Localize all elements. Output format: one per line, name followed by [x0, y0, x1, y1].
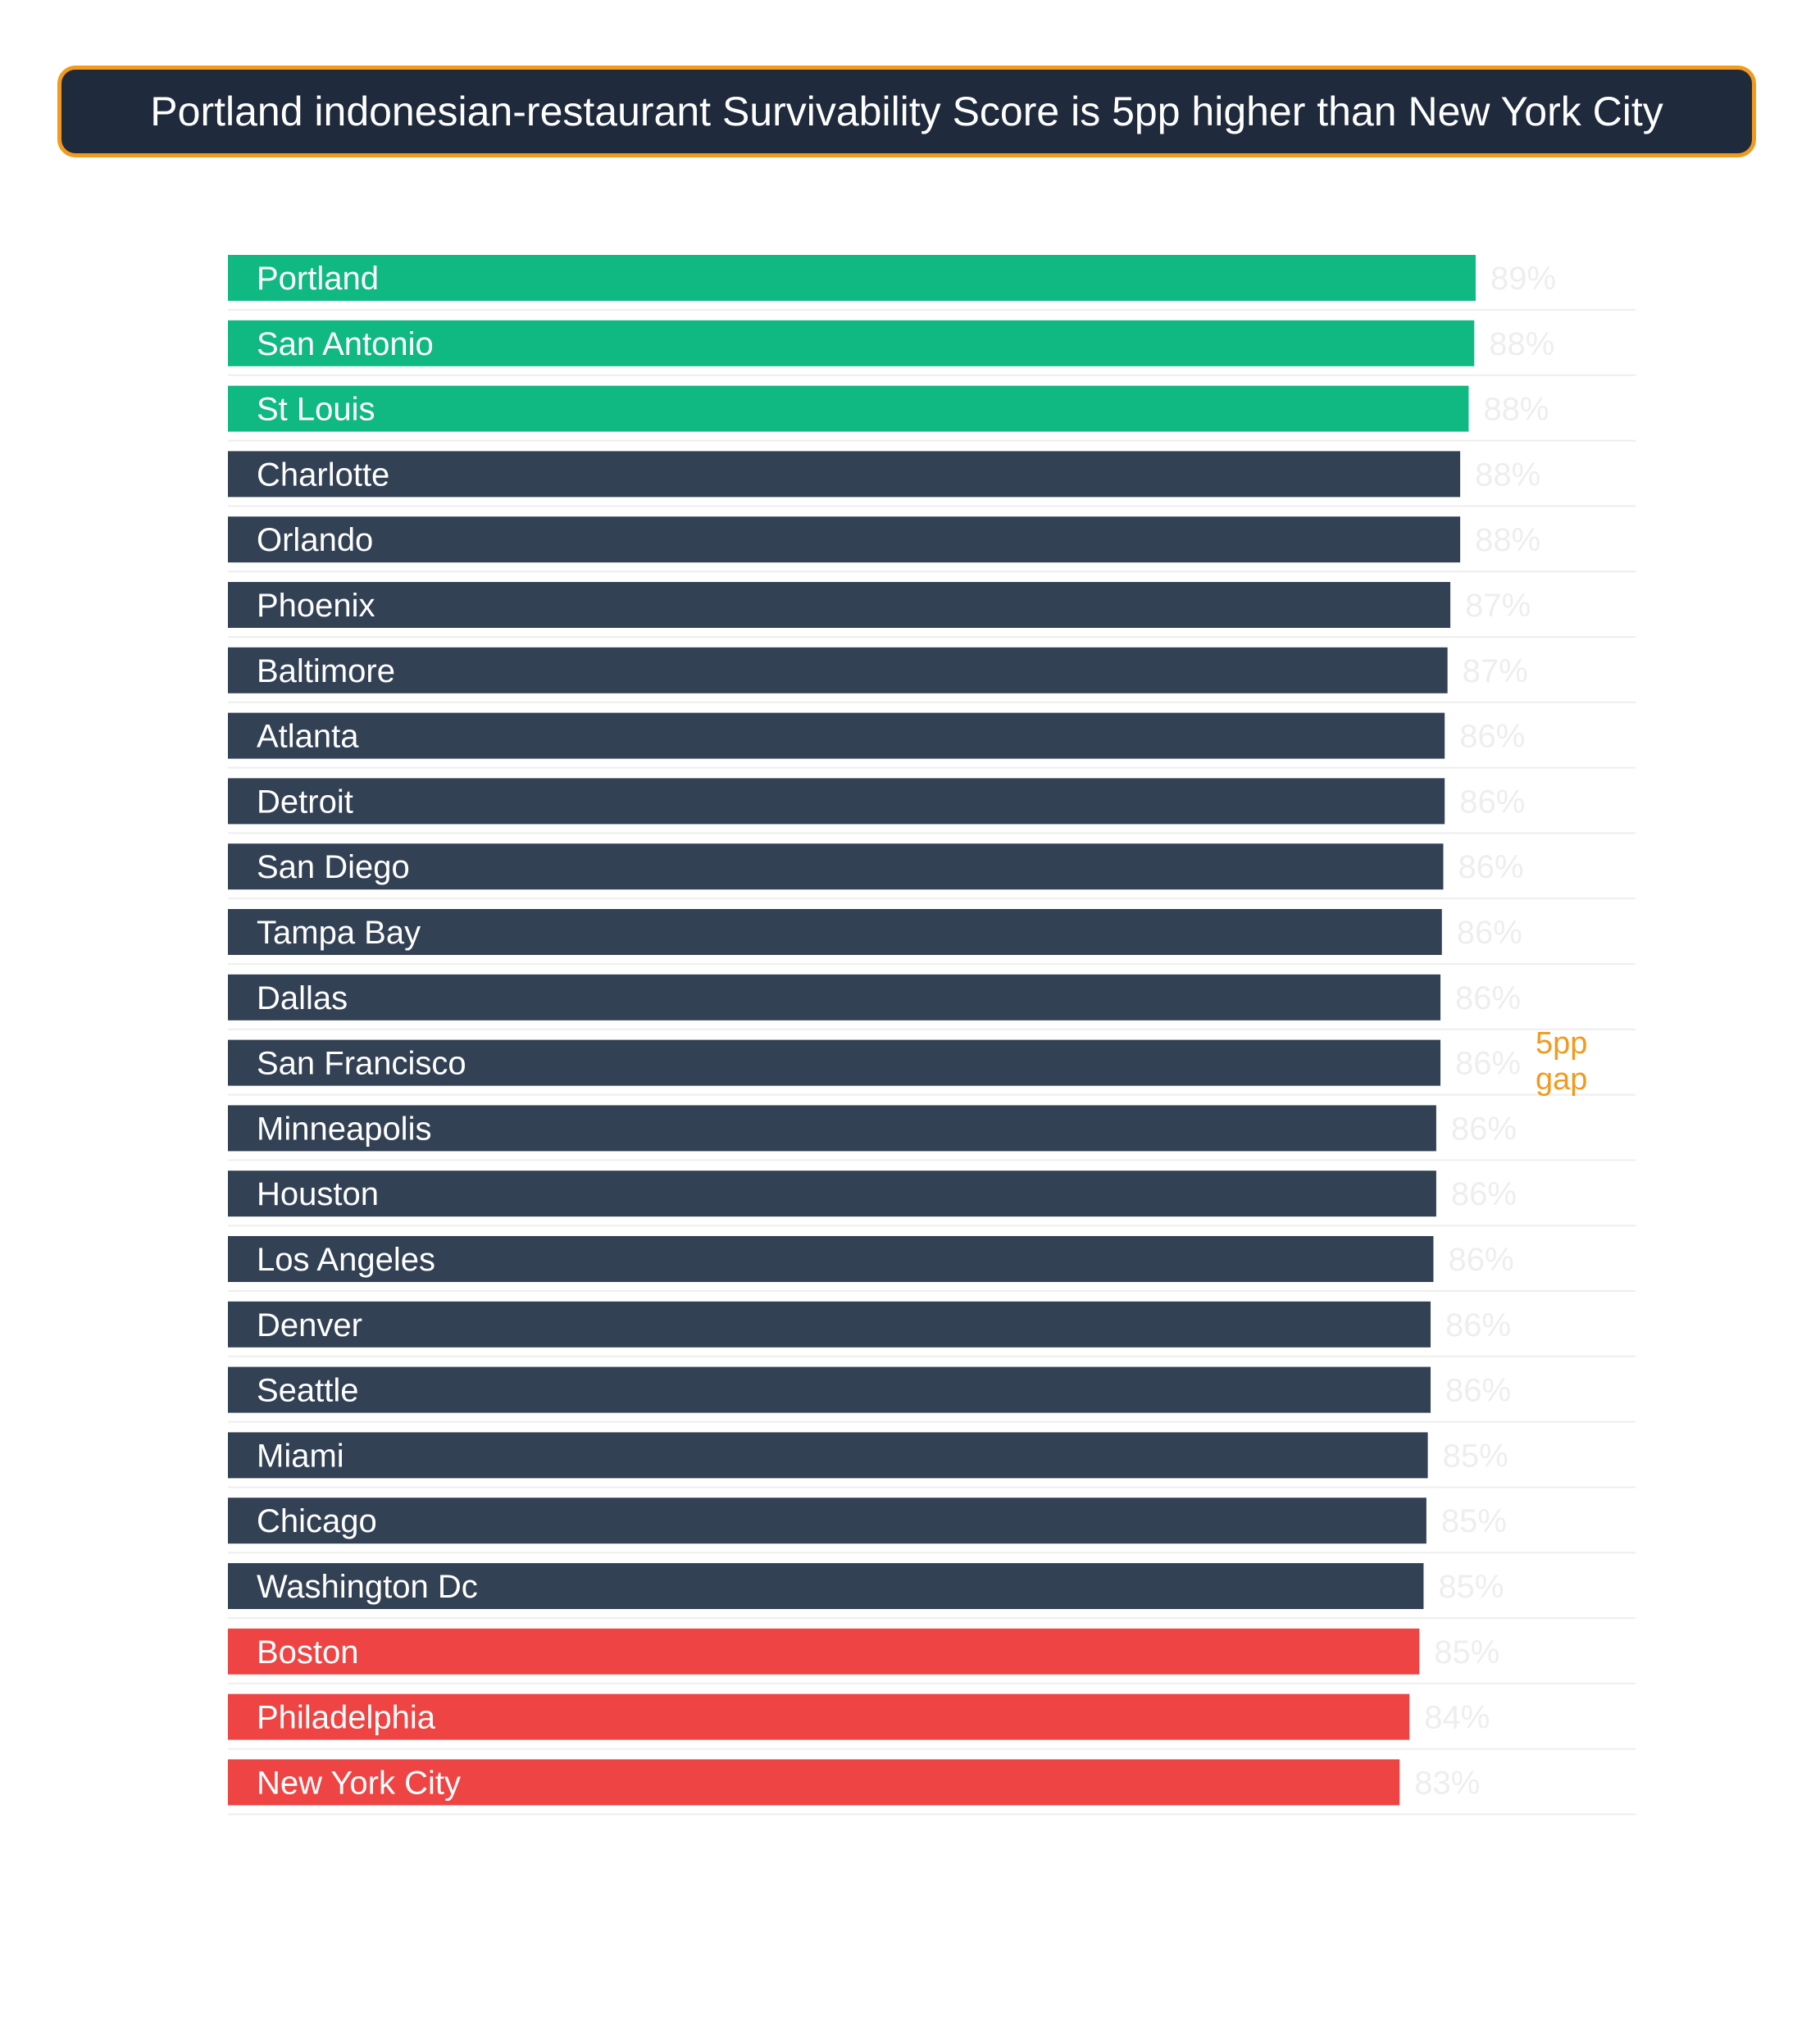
bar-houston	[228, 1171, 1436, 1216]
bar-san-diego	[228, 843, 1443, 889]
category-label: San Antonio	[257, 325, 434, 362]
category-label: Dallas	[257, 980, 348, 1016]
bar-seattle	[228, 1367, 1431, 1413]
gap-annotation-line: 5pp	[1536, 1026, 1588, 1061]
value-label: 88%	[1489, 325, 1555, 362]
category-label: Baltimore	[257, 652, 395, 689]
category-label: Tampa Bay	[257, 915, 421, 951]
bar-portland	[228, 255, 1476, 301]
category-label: New York City	[257, 1765, 461, 1802]
value-label: 86%	[1459, 718, 1526, 755]
bar-baltimore	[228, 648, 1448, 693]
category-label: Orlando	[257, 522, 374, 559]
gap-annotation	[1536, 1026, 1587, 1097]
category-label: Washington Dc	[257, 1569, 478, 1605]
value-label: 86%	[1458, 849, 1524, 886]
category-label: Miami	[257, 1438, 344, 1475]
category-label: San Diego	[257, 849, 410, 886]
value-label: 86%	[1450, 1176, 1517, 1213]
category-label: Seattle	[257, 1372, 359, 1409]
bar-chicago	[228, 1498, 1426, 1543]
bar-denver	[228, 1302, 1431, 1348]
bar-miami	[228, 1432, 1428, 1478]
value-label: 85%	[1440, 1503, 1507, 1540]
bar-detroit	[228, 778, 1445, 824]
value-label: 83%	[1414, 1765, 1481, 1802]
bar-orlando	[228, 516, 1460, 562]
value-label: 86%	[1456, 915, 1522, 951]
category-label: Philadelphia	[257, 1699, 435, 1736]
value-label: 87%	[1465, 588, 1531, 624]
bar-st-louis	[228, 386, 1468, 432]
value-label: 85%	[1434, 1634, 1500, 1671]
bar-atlanta	[228, 713, 1445, 759]
gap-annotation-line: gap	[1536, 1062, 1588, 1097]
chart-title: Portland indonesian-restaurant Survivability Score is 5pp higher than New York City	[57, 66, 1756, 157]
value-label: 86%	[1450, 1111, 1517, 1148]
value-label: 86%	[1459, 784, 1526, 820]
category-label: St Louis	[257, 391, 375, 428]
value-label: 86%	[1455, 1045, 1522, 1082]
value-label: 85%	[1442, 1438, 1508, 1475]
value-label: 86%	[1445, 1307, 1512, 1343]
category-label: Los Angeles	[257, 1242, 435, 1278]
bar-boston	[228, 1629, 1419, 1675]
category-label: Minneapolis	[257, 1111, 432, 1148]
value-label: 89%	[1490, 261, 1557, 297]
category-label: Atlanta	[257, 718, 359, 755]
value-label: 84%	[1424, 1699, 1490, 1736]
value-label: 86%	[1448, 1242, 1514, 1278]
category-label: Houston	[257, 1176, 379, 1213]
value-label: 86%	[1455, 980, 1522, 1016]
category-label: Phoenix	[257, 588, 375, 624]
category-label: Detroit	[257, 784, 353, 820]
category-label: Boston	[257, 1634, 359, 1671]
category-label: Denver	[257, 1307, 362, 1343]
value-label: 88%	[1475, 457, 1541, 493]
bar-phoenix	[228, 582, 1450, 628]
bar-dallas	[228, 975, 1440, 1020]
value-label: 88%	[1475, 522, 1541, 559]
category-label: Portland	[257, 261, 379, 297]
value-label: 88%	[1483, 391, 1549, 428]
value-label: 86%	[1445, 1372, 1512, 1409]
category-label: Charlotte	[257, 457, 390, 493]
value-label: 85%	[1438, 1569, 1504, 1605]
value-label: 87%	[1462, 652, 1528, 689]
category-label: San Francisco	[257, 1045, 466, 1082]
category-label: Chicago	[257, 1503, 377, 1540]
bar-charlotte	[228, 451, 1460, 497]
